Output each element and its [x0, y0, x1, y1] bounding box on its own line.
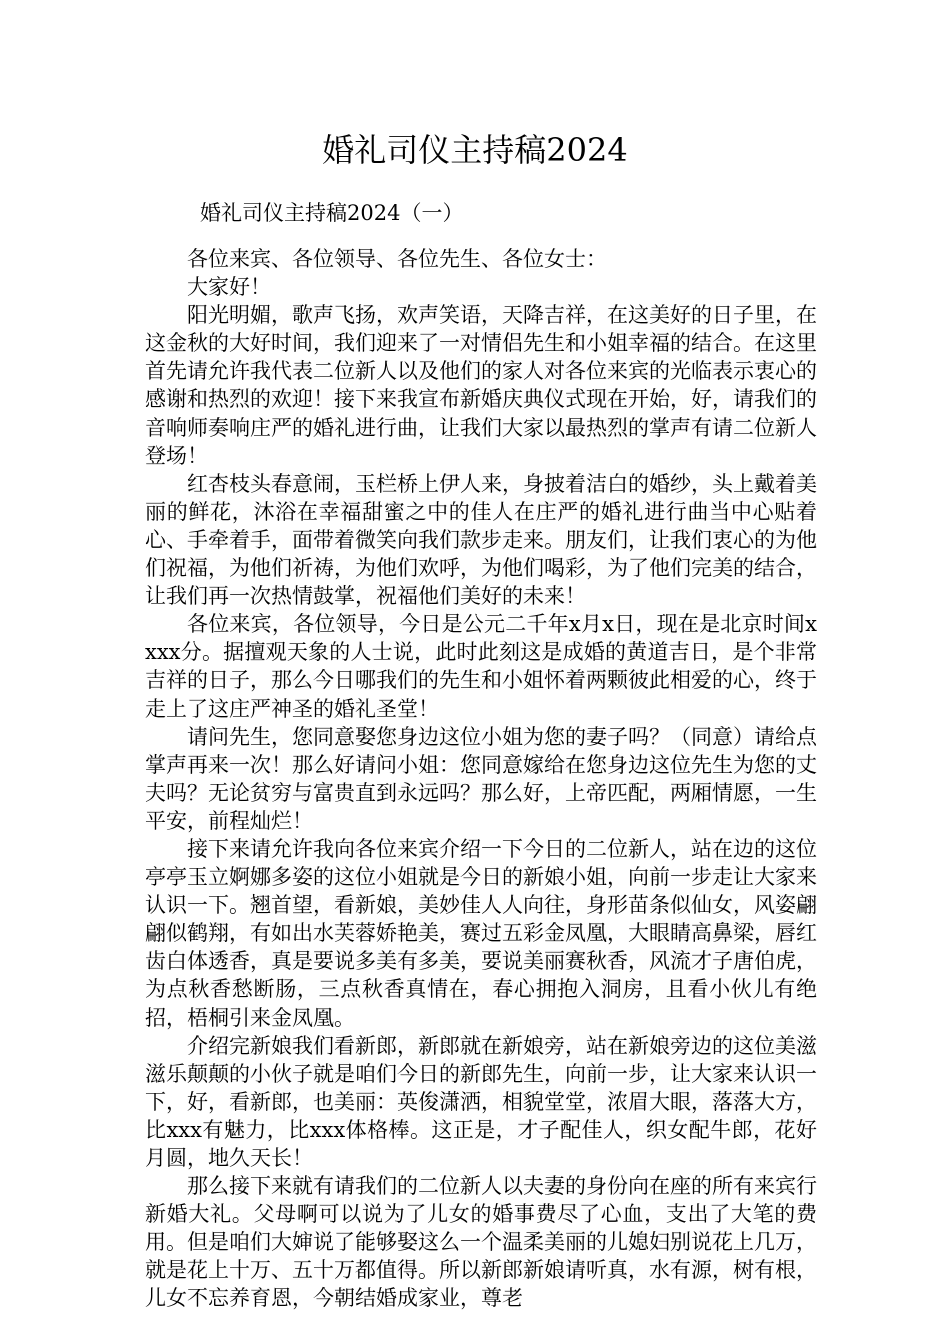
document-subtitle: 婚礼司仪主持稿2024（一） — [200, 201, 464, 225]
document-body — [145, 245, 817, 1313]
paragraph: 介绍完新娘我们看新郎，新郎就在新娘旁，站在新娘旁边的这位美滋滋乐颠颠的小伙子就是咱们今日的新郎先生，向前一步，让大家来认识一下，好，看新郎，也美丽：英俊潇洒，相貌堂堂，浓眉大眼，落落大方，比xxx有魅力，比xxx体格棒。这正是，才子配佳人，织女配牛郎，花好月圆，地久天长！ — [145, 1033, 817, 1170]
document-title: 婚礼司仪主持稿2024 — [322, 131, 628, 169]
paragraph-greeting: 各位来宾、各位领导、各位先生、各位女士： — [187, 247, 607, 271]
paragraph-hello: 大家好！ — [187, 275, 271, 300]
paragraph: 红杏枝头春意闹，玉栏桥上伊人来，身披着洁白的婚纱，头上戴着美丽的鲜花，沐浴在幸福甜蜜之中的佳人在庄严的婚礼进行曲当中心贴着心、手牵着手，面带着微笑向我们款步走来。朋友们，让我们衷心的为他们祝福，为他们祈祷，为他们欢呼，为他们喝彩，为了他们完美的结合，让我们再一次热情鼓掌，祝福他们美好的未来！ — [145, 471, 817, 609]
paragraph: 请问先生，您同意娶您身边这位小姐为您的妻子吗？（同意）请给点掌声再来一次！那么好请问小姐：您同意嫁给在您身边这位先生为您的丈夫吗？无论贫穷与富贵直到永远吗？那么好，上帝匹配，两厢情愿，一生平安，前程灿烂！ — [145, 724, 817, 833]
paragraph: 各位来宾，各位领导，今日是公元二千年x月x日，现在是北京时间xxxx分。据擅观天象的人士说，此时此刻这是成婚的黄道吉日，是个非常吉祥的日子，那么今日哪我们的先生和小姐怀着两颗彼此相爱的心，终于走上了这庄严神圣的婚礼圣堂！ — [145, 612, 817, 721]
paragraph: 那么接下来就有请我们的二位新人以夫妻的身份向在座的所有来宾行新婚大礼。父母啊可以说为了儿女的婚事费尽了心血，支出了大笔的费用。但是咱们大婶说了能够娶这么一个温柔美丽的儿媳妇别说花上几万，就是花上十万、五十万都值得。所以新郎新娘请听真，水有源，树有根，儿女不忘养育恩，今朝结婚成家业，尊老 — [145, 1174, 817, 1311]
paragraph: 阳光明媚，歌声飞扬，欢声笑语，天降吉祥，在这美好的日子里，在这金秋的大好时间，我们迎来了一对情侣先生和小姐幸福的结合。在这里首先请允许我代表二位新人以及他们的家人对各位来宾的光临表示衷心的感谢和热烈的欢迎！接下来我宣布新婚庆典仪式现在开始，好，请我们的音响师奏响庄严的婚礼进行曲，让我们大家以最热烈的掌声有请二位新人登场！ — [145, 303, 817, 468]
paragraph: 接下来请允许我向各位来宾介绍一下今日的二位新人，站在边的这位亭亭玉立婀娜多姿的这位小姐就是今日的新娘小姐，向前一步走让大家来认识一下。翘首望，看新娘，美妙佳人人向往，身形苗条似仙女，风姿翩翩似鹤翔，有如出水芙蓉娇艳美，赛过五彩金凤凰，大眼睛高鼻梁，唇红齿白体透香，真是要说多美有多美，要说美丽赛秋香，风流才子唐伯虎，为点秋香愁断肠，三点秋香真情在，春心拥抱入洞房，且看小伙儿有绝招，梧桐引来金凤凰。 — [145, 836, 817, 1030]
